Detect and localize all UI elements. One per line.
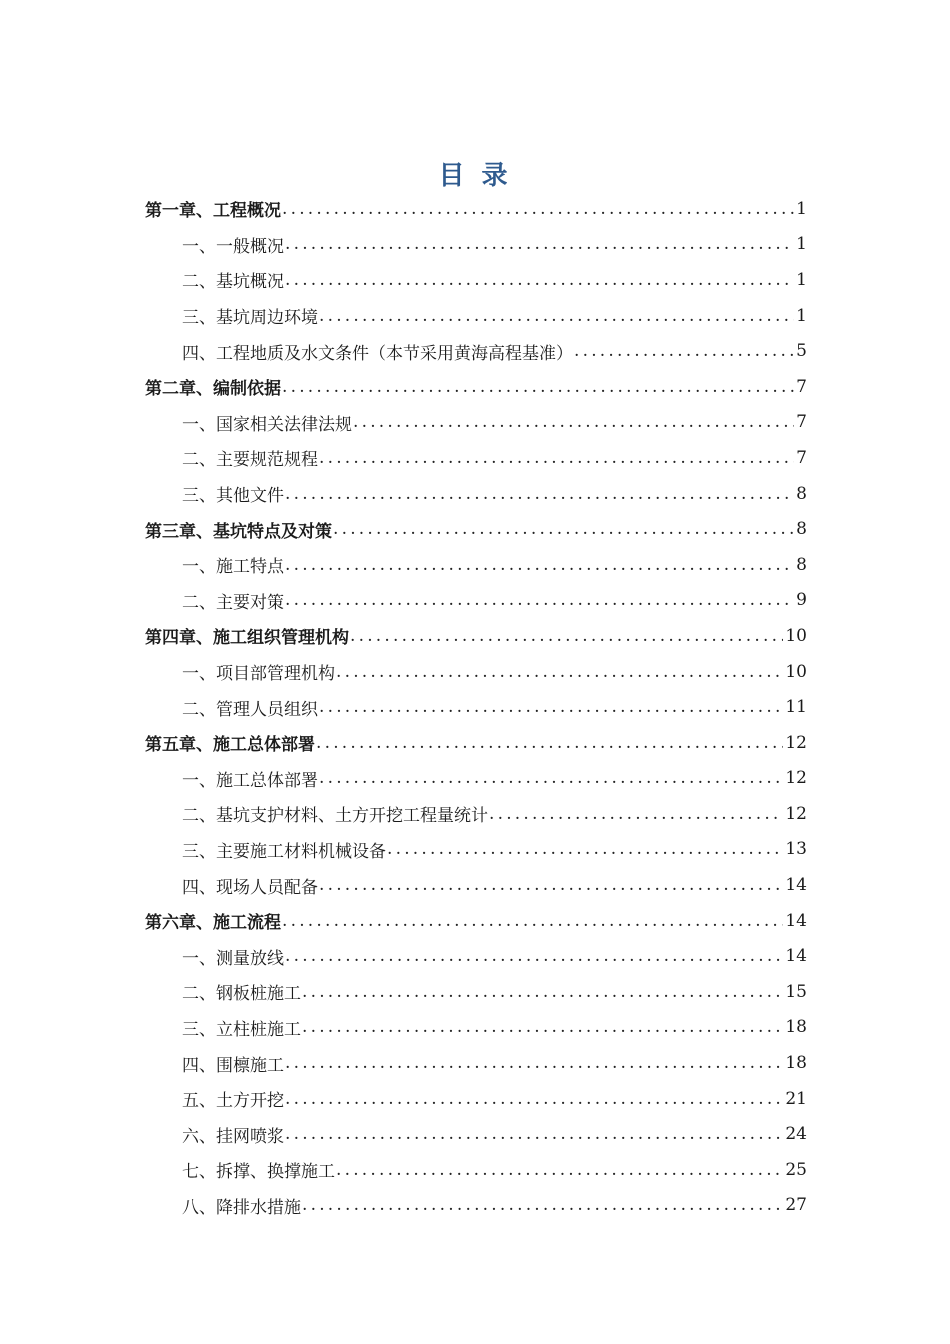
toc-dot-leader <box>285 590 794 610</box>
toc-dot-leader <box>285 234 794 254</box>
toc-entry-text: 四、工程地质及水文条件（本节采用黄海高程基准） <box>182 343 573 364</box>
toc-section-entry[interactable] <box>145 583 807 619</box>
toc-dot-leader <box>285 946 783 966</box>
toc-dot-leader <box>282 199 794 219</box>
toc-section-entry[interactable] <box>145 298 807 334</box>
toc-dot-leader <box>282 377 794 397</box>
toc-section-entry[interactable] <box>145 1010 807 1046</box>
toc-page-number: 24 <box>785 1124 807 1145</box>
toc-entry-text: 二、主要规范规程 <box>182 450 318 471</box>
toc-page-number: 11 <box>785 697 807 718</box>
toc-section-entry[interactable] <box>145 761 807 797</box>
toc-dot-leader <box>285 270 794 290</box>
toc-entry-text: 第五章、施工总体部署 <box>145 735 315 756</box>
toc-page-number: 7 <box>796 376 807 397</box>
toc-section-entry[interactable] <box>145 1152 807 1188</box>
toc-page-number: 21 <box>785 1088 807 1109</box>
toc-dot-leader <box>285 1124 783 1144</box>
toc-dot-leader <box>336 1160 783 1180</box>
toc-dot-leader <box>333 519 794 539</box>
toc-section-entry[interactable] <box>145 405 807 441</box>
toc-entry-text: 三、其他文件 <box>182 486 284 507</box>
toc-entry-text: 第二章、编制依据 <box>145 379 281 400</box>
toc-entry-text: 第四章、施工组织管理机构 <box>145 628 349 649</box>
toc-entry-text: 一、一般概况 <box>182 236 284 257</box>
toc-page-number: 1 <box>796 234 807 255</box>
toc-page-number: 14 <box>785 875 807 896</box>
toc-section-entry[interactable] <box>145 1081 807 1117</box>
toc-entry-text: 第一章、工程概况 <box>145 201 281 222</box>
toc-page-number: 5 <box>796 341 807 362</box>
toc-page-number: 27 <box>785 1195 807 1216</box>
toc-section-entry[interactable] <box>145 227 807 263</box>
toc-section-entry[interactable] <box>145 796 807 832</box>
toc-chapter-entry[interactable] <box>145 618 807 654</box>
toc-dot-leader <box>319 768 783 788</box>
toc-page-number: 25 <box>785 1159 807 1180</box>
toc-section-entry[interactable] <box>145 547 807 583</box>
toc-page-number: 1 <box>796 305 807 326</box>
toc-chapter-entry[interactable] <box>145 725 807 761</box>
toc-section-entry[interactable] <box>145 867 807 903</box>
toc-dot-leader <box>489 804 783 824</box>
toc-page-number: 7 <box>796 447 807 468</box>
toc-dot-leader <box>285 484 794 504</box>
toc-dot-leader <box>350 626 783 646</box>
toc-entry-text: 二、基坑概况 <box>182 272 284 293</box>
toc-section-entry[interactable] <box>145 832 807 868</box>
toc-page-number: 12 <box>785 768 807 789</box>
toc-page-number: 8 <box>796 554 807 575</box>
toc-page-number: 10 <box>785 625 807 646</box>
toc-section-entry[interactable] <box>145 938 807 974</box>
toc-dot-leader <box>316 733 783 753</box>
toc-page-number: 14 <box>785 910 807 931</box>
toc-page-number: 18 <box>785 1053 807 1074</box>
toc-page-number: 12 <box>785 803 807 824</box>
toc-entry-text: 一、国家相关法律法规 <box>182 414 352 435</box>
toc-dot-leader <box>302 1017 783 1037</box>
toc-entry-text: 三、主要施工材料机械设备 <box>182 841 386 862</box>
toc-dot-leader <box>319 306 794 326</box>
toc-section-entry[interactable] <box>145 1116 807 1152</box>
toc-section-entry[interactable] <box>145 654 807 690</box>
toc-entry-text: 二、基坑支护材料、土方开挖工程量统计 <box>182 806 488 827</box>
toc-dot-leader <box>285 555 794 575</box>
toc-page-number: 8 <box>796 519 807 540</box>
toc-dot-leader <box>574 341 794 361</box>
toc-dot-leader <box>387 839 783 859</box>
toc-entry-text: 三、基坑周边环境 <box>182 308 318 329</box>
toc-page-number: 1 <box>796 198 807 219</box>
toc-entry-text: 四、现场人员配备 <box>182 877 318 898</box>
toc-title: 目 录 <box>438 161 512 191</box>
toc-entry-text: 七、拆撑、换撑施工 <box>182 1162 335 1183</box>
toc-section-entry[interactable] <box>145 476 807 512</box>
toc-page-number: 14 <box>785 946 807 967</box>
toc-page-number: 13 <box>785 839 807 860</box>
toc-section-entry[interactable] <box>145 974 807 1010</box>
toc-entry-text: 一、项目部管理机构 <box>182 664 335 685</box>
toc-section-entry[interactable] <box>145 1188 807 1224</box>
toc-page-number: 1 <box>796 269 807 290</box>
toc-chapter-entry[interactable] <box>145 511 807 547</box>
toc-dot-leader <box>285 1089 783 1109</box>
toc-section-entry[interactable] <box>145 333 807 369</box>
toc-dot-leader <box>285 1053 783 1073</box>
toc-dot-leader <box>336 662 783 682</box>
toc-entry-text: 一、施工总体部署 <box>182 770 318 791</box>
toc-page-number: 18 <box>785 1017 807 1038</box>
toc-entry-text: 二、管理人员组织 <box>182 699 318 720</box>
toc-section-entry[interactable] <box>145 689 807 725</box>
toc-entry-text: 第三章、基坑特点及对策 <box>145 521 332 542</box>
toc-entry-text: 二、钢板桩施工 <box>182 984 301 1005</box>
toc-entry-text: 三、立柱桩施工 <box>182 1019 301 1040</box>
toc-entry-text: 一、测量放线 <box>182 948 284 969</box>
toc-list <box>145 191 807 1223</box>
toc-entry-text: 一、施工特点 <box>182 557 284 578</box>
toc-chapter-entry[interactable] <box>145 903 807 939</box>
toc-entry-text: 六、挂网喷浆 <box>182 1126 284 1147</box>
toc-dot-leader <box>319 697 783 717</box>
toc-dot-leader <box>319 448 794 468</box>
toc-entry-text: 第六章、施工流程 <box>145 913 281 934</box>
toc-chapter-entry[interactable] <box>145 369 807 405</box>
toc-dot-leader <box>302 982 783 1002</box>
toc-entry-text: 五、土方开挖 <box>182 1091 284 1112</box>
toc-entry-text: 四、围檩施工 <box>182 1055 284 1076</box>
toc-dot-leader <box>302 1195 783 1215</box>
toc-section-entry[interactable] <box>145 262 807 298</box>
toc-page-number: 8 <box>796 483 807 504</box>
toc-chapter-entry[interactable] <box>145 191 807 227</box>
toc-dot-leader <box>353 412 794 432</box>
toc-page-number: 10 <box>785 661 807 682</box>
toc-entry-text: 二、主要对策 <box>182 592 284 613</box>
toc-page-number: 7 <box>796 412 807 433</box>
toc-dot-leader <box>319 875 783 895</box>
toc-page-number: 15 <box>785 981 807 1002</box>
toc-section-entry[interactable] <box>145 1045 807 1081</box>
toc-page-number: 9 <box>796 590 807 611</box>
toc-entry-text: 八、降排水措施 <box>182 1197 301 1218</box>
toc-page-number: 12 <box>785 732 807 753</box>
toc-dot-leader <box>282 911 783 931</box>
toc-section-entry[interactable] <box>145 440 807 476</box>
